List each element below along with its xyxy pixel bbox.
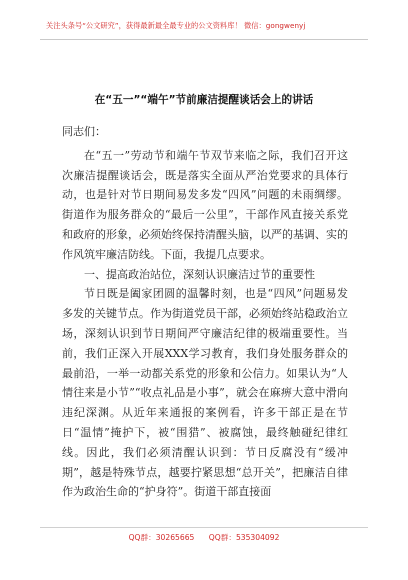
header-divider xyxy=(40,39,368,40)
salutation: 同志们： xyxy=(62,125,106,138)
paragraph-section-1: 节日既是阖家团圆的温馨时刻，也是“四风”问题易发多发的关键节点。作为街道党员干部，必须始终站稳政治立场，深刻认识到节日期间严守廉洁纪律的极端重要性。当前，我们正深入开展XXX学习教育，我们身处服务群众的最前沿，一举一动都关系党的形象和公信力。如果认为“人情往来是小节”“收点礼品是小事”，就会在麻痹大意中滑向违纪深渊。从近年来通报的案例看，许多干部正是在节日“温情”掩护下，被“围猎”、被腐蚀，最终触碰纪律红线。因此，我们必须清醒认识到：节日反腐没有“缓冲期”，越是特殊节点，越要拧紧思想“总开关”，把廉洁自律作为政治生命的“护身符”。街道干部直接面 xyxy=(62,287,348,499)
footer-divider xyxy=(40,527,368,528)
header-promo-note: 关注头条号“公文研究”，获得最新最全最专业的公文资料库！ 微信：gongwenyj xyxy=(46,21,306,30)
document-title: 在“五一”“端午”节前廉洁提醒谈话会上的讲话 xyxy=(94,94,314,106)
footer-qq-group-2: QQ群：535304092 xyxy=(208,533,280,542)
section-heading-1: 一、提高政治站位，深刻认识廉洁过节的重要性 xyxy=(84,267,315,281)
footer-contact xyxy=(40,532,368,543)
paragraph-intro: 在“五一”劳动节和端午节双节来临之际，我们召开这次廉洁提醒谈话会，既是落实全面从严治党要求的具体行动，也是针对节日期间易发多发“四风”问题的未雨绸缪。街道作为服务群众的“最后一公里”，干部作风直接关系党和政府的形象，必须始终保持清醒头脑，以严的基调、实的作风筑牢廉洁防线。下面，我提几点要求。 xyxy=(62,148,348,261)
footer-qq-group-1: QQ群：30265665 xyxy=(128,533,195,542)
document-body xyxy=(62,122,348,502)
